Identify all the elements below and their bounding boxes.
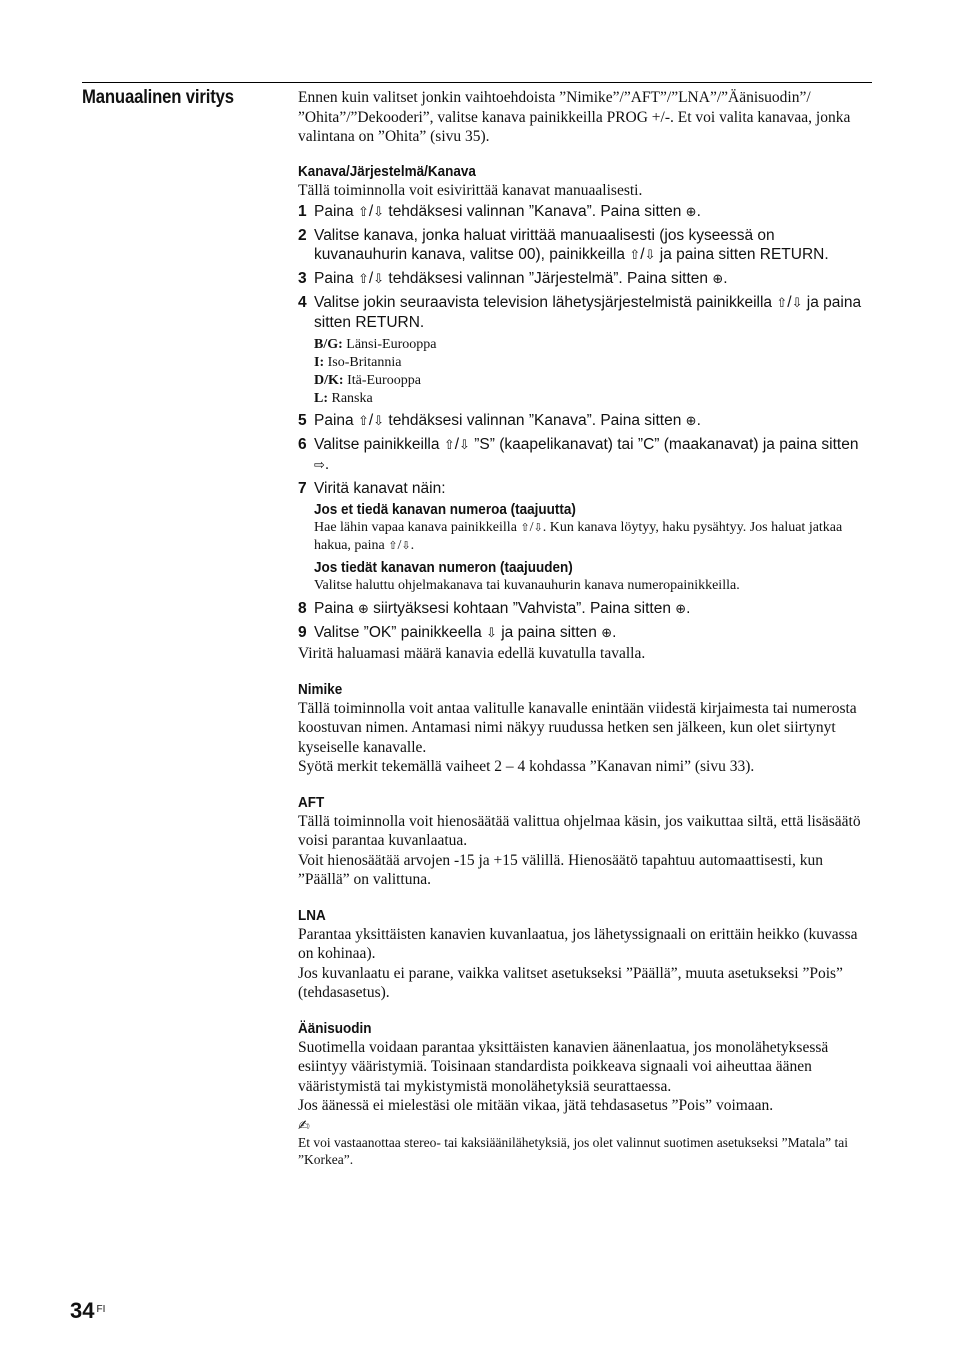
step-5: 5 Paina ⇧/⇩ tehdäksesi valinnan ”Kanava”. Paina sitten ⊕.	[298, 412, 701, 429]
system-item: L: Ranska	[314, 391, 373, 406]
step-text: siirtyäksesi kohtaan ”Vahvista”. Paina sitten	[368, 600, 676, 617]
step-number: 6	[298, 436, 307, 453]
step-text: Paina	[314, 600, 358, 617]
down-arrow-icon: ⇩	[791, 296, 803, 311]
up-arrow-icon: ⇧	[357, 205, 369, 220]
step-text: Paina	[314, 412, 358, 429]
step-text: .	[696, 203, 701, 220]
ok-button-icon: ⊕	[601, 626, 613, 641]
broadcast-system-list	[314, 336, 872, 408]
step-number: 2	[298, 227, 307, 244]
step-text: .	[324, 456, 330, 473]
steps-list	[298, 202, 872, 643]
down-arrow-icon: ⇩	[373, 205, 385, 220]
step-text: tehdäksesi valinnan ”Järjestelmä”. Paina sitten	[384, 270, 713, 287]
step-text: tehdäksesi valinnan ”Kanava”. Paina sitten	[384, 203, 686, 220]
step-text: ja paina sitten	[496, 624, 602, 641]
ok-button-icon: ⊕	[685, 414, 697, 429]
step-text: ja paina sitten RETURN.	[655, 246, 829, 263]
step-text: Valitse jokin seuraavista television lähetysjärjestelmistä painikkeilla	[314, 294, 777, 311]
system-item: D/K: Itä-Eurooppa	[314, 373, 421, 388]
step-number: 9	[298, 624, 307, 641]
step-text: .	[686, 600, 691, 617]
up-arrow-icon: ⇧	[357, 414, 369, 429]
kanava-section	[298, 162, 872, 664]
header-rule	[82, 82, 872, 83]
step-text: .	[612, 624, 617, 641]
note-text: Et voi vastaanottaa stereo- tai kaksiäänilähetyksiä, jos olet valinnut suotimen asetukseksi ”Matala” tai ”Korkea”.	[298, 1134, 848, 1167]
down-arrow-icon: ⇩	[486, 626, 497, 641]
lna-paragraph: Parantaa yksittäisten kanavien kuvanlaatua, jos lähetyssignaali on erittäin heikko (kuvassa on kohinaa).	[298, 925, 858, 962]
ok-button-icon: ⊕	[685, 205, 697, 220]
down-arrow-icon: ⇩	[401, 539, 411, 552]
intro-paragraph: Ennen kuin valitset jonkin vaihtoehdoista ”Nimike”/”AFT”/”LNA”/”Äänisuodin”/ ”Ohita”/”Dekooderi”, valitse kanava painikkeilla PROG +/-. Et voi valita kanavaa, jonka valintana on ”Ohita” (sivu 35).	[298, 89, 851, 145]
aft-paragraph: Voit hienosäätää arvojen -15 ja +15 välillä. Hienosäätö tapahtuu automaattisesti, kun ”Päällä” on valittuna.	[298, 851, 823, 888]
step-4: 4 Valitse jokin seuraavista television lähetysjärjestelmistä painikkeilla ⇧/⇩ ja paina sitten RETURN.	[298, 294, 862, 331]
up-arrow-icon: ⇧	[443, 438, 455, 453]
step-text: Viritä kanavat näin:	[314, 480, 446, 497]
step-text: Valitse painikkeilla	[314, 436, 444, 453]
page-footer	[70, 1298, 105, 1324]
step-3: 3 Paina ⇧/⇩ tehdäksesi valinnan ”Järjestelmä”. Paina sitten ⊕.	[298, 270, 728, 287]
step-number: 8	[298, 600, 307, 617]
up-arrow-icon: ⇧	[629, 248, 641, 263]
step-6: 6 Valitse painikkeilla ⇧/⇩ ”S” (kaapelikanavat) tai ”C” (maakanavat) ja paina sitten ⇨.	[298, 436, 859, 473]
nimike-paragraph: Tällä toiminnolla voit antaa valitulle kanavalle enintään viidestä kirjaimesta tai numerosta koostuvan nimen. Antamasi nimi näkyy ruudussa hetken sen jälkeen, kun olet siirtynyt kyseiselle kanavalle.	[298, 699, 857, 756]
step-text: ”S” (kaapelikanavat) tai ”C” (maakanavat) ja paina sitten	[469, 436, 859, 453]
system-item: B/G: Länsi-Eurooppa	[314, 337, 437, 352]
kanava-closing: Viritä haluamasi määrä kanavia edellä kuvatulla tavalla.	[298, 645, 646, 662]
step-number: 4	[298, 294, 307, 311]
step-8	[298, 599, 872, 619]
kanava-heading: Kanava/Järjestelmä/Kanava	[298, 162, 476, 180]
up-arrow-icon: ⇧	[776, 296, 788, 311]
step-text: .	[696, 412, 701, 429]
down-arrow-icon: ⇩	[459, 438, 470, 453]
note-pencil-icon: ✍	[298, 1117, 310, 1134]
step-text: Valitse kanava, jonka haluat virittää manuaalisesti (jos kyseessä on kuvanauhurin kanava, valitse 00), painikkeilla	[314, 227, 775, 263]
known-channel-text: Valitse haluttu ohjelmakanava tai kuvanauhurin kanava numeropainikkeilla.	[314, 578, 740, 593]
known-channel-heading: Jos tiedät kanavan numeron (taajuuden)	[314, 559, 573, 576]
lna-paragraph: Jos kuvanlaatu ei parane, vaikka valitset asetukseksi ”Päällä”, muuta asetukseksi ”Pois” (tehdasasetus).	[298, 964, 843, 1001]
step-number: 5	[298, 412, 307, 429]
nimike-heading: Nimike	[298, 680, 343, 698]
page-number: 34	[70, 1298, 95, 1323]
up-arrow-icon: ⇧	[388, 539, 398, 552]
aft-section	[298, 793, 872, 890]
ok-button-icon: ⊕	[357, 602, 369, 617]
step-number: 7	[298, 480, 307, 497]
main-content	[298, 88, 872, 1182]
step-1: 1 Paina ⇧/⇩ tehdäksesi valinnan ”Kanava”. Paina sitten ⊕.	[298, 203, 701, 220]
aft-heading: AFT	[298, 793, 325, 811]
unknown-channel-heading: Jos et tiedä kanavan numeroa (taajuutta)	[314, 501, 576, 518]
step-text: ja paina sitten RETURN.	[314, 294, 862, 331]
step-9	[298, 623, 872, 643]
ok-button-icon: ⊕	[675, 602, 687, 617]
step-7-options	[314, 500, 872, 595]
up-arrow-icon: ⇧	[357, 272, 369, 287]
step-text: .	[723, 270, 728, 287]
down-arrow-icon: ⇩	[373, 272, 385, 287]
lna-heading: LNA	[298, 906, 326, 924]
up-arrow-icon: ⇧	[520, 521, 530, 534]
aanisuodin-paragraph: Jos äänessä ei mielestäsi ole mitään vikaa, jätä tehdasasetus ”Pois” voimaan.	[298, 1097, 774, 1114]
right-arrow-icon: ⇨	[314, 458, 325, 473]
language-code: FI	[96, 1304, 106, 1315]
nimike-section	[298, 680, 872, 777]
ok-button-icon: ⊕	[712, 272, 724, 287]
down-arrow-icon: ⇩	[644, 248, 656, 263]
nimike-paragraph: Syötä merkit tekemällä vaiheet 2 – 4 kohdassa ”Kanavan nimi” (sivu 33).	[298, 758, 755, 775]
aanisuodin-heading: Äänisuodin	[298, 1019, 372, 1037]
kanava-description: Tällä toiminnolla voit esivirittää kanavat manuaalisesti.	[298, 181, 643, 199]
down-arrow-icon: ⇩	[533, 521, 543, 534]
step-number: 3	[298, 270, 307, 287]
step-2: 2 Valitse kanava, jonka haluat virittää manuaalisesti (jos kyseessä on kuvanauhurin kanava, valitse 00), painikkeilla ⇧/⇩ ja paina sitten RETURN.	[298, 227, 829, 263]
step-number: 1	[298, 203, 307, 220]
step-7	[298, 479, 872, 498]
step-text: Paina	[314, 203, 358, 220]
unknown-channel-text: Hae lähin vapaa kanava painikkeilla ⇧/⇩. Kun kanava löytyy, haku pysähtyy. Jos haluat jatkaa hakua, paina ⇧/⇩.	[314, 520, 843, 553]
aanisuodin-section	[298, 1019, 872, 1168]
system-item: I: Iso-Britannia	[314, 355, 402, 370]
step-text: tehdäksesi valinnan ”Kanava”. Paina sitten	[384, 412, 686, 429]
lna-section	[298, 906, 872, 1003]
down-arrow-icon: ⇩	[373, 414, 385, 429]
aanisuodin-paragraph: Suotimella voidaan parantaa yksittäisten kanavien äänenlaatua, jos monolähetyksessä esiintyy vääristymiä. Toisinaan standardista poikkeava signaali voi aiheuttaa äänen vääristymistä tai mykistymistä monolähetyksiä seurattaessa.	[298, 1038, 829, 1095]
step-text: Valitse ”OK” painikkeella	[314, 624, 487, 641]
step-text: Paina	[314, 270, 358, 287]
section-title: Manuaalinen viritys	[82, 87, 234, 108]
aft-paragraph: Tällä toiminnolla voit hienosäätää valittua ohjelmaa käsin, jos vaikuttaa siltä, että lisäsäätö voisi parantaa kuvanlaatua.	[298, 812, 861, 849]
